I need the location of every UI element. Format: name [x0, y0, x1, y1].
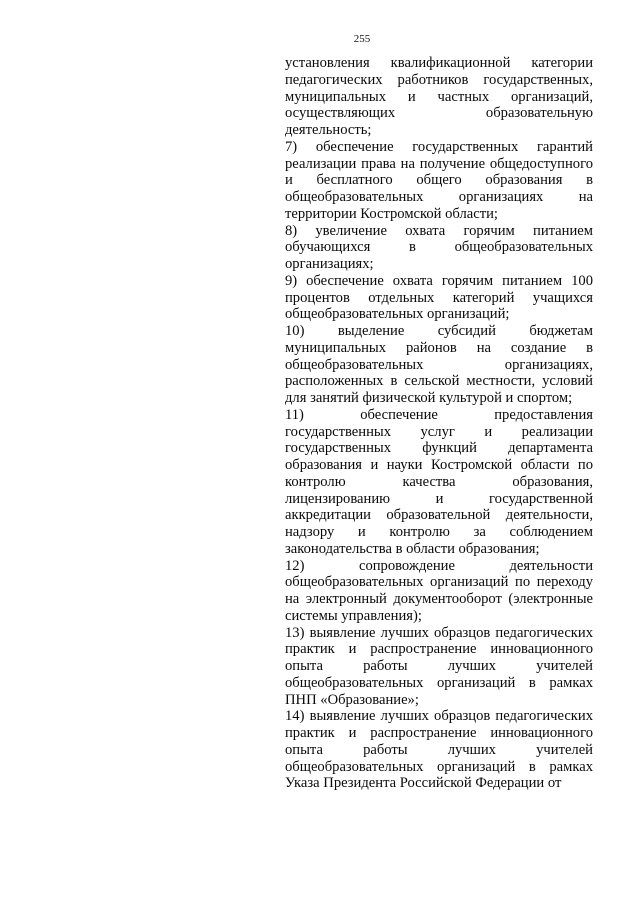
paragraph-item-8: 8) увеличение охвата горячим питанием обучающихся в общеобразовательных организациях;	[285, 222, 593, 272]
page-number: 255	[353, 33, 371, 45]
paragraph-item-7: 7) обеспечение государственных гарантий реализации права на получение общедоступного и бесплатного общего образования в общеобразовательных организациях на территории Костромской области;	[285, 138, 593, 222]
paragraph-continuation: установления квалификационной категории педагогических работников государственных, муниципальных и частных организаций, осуществляющих образовательную деятельность;	[285, 55, 593, 138]
paragraph-item-9: 9) обеспечение охвата горячим питанием 100 процентов отдельных категорий учащихся общеобразовательных организаций;	[285, 272, 593, 323]
paragraph-item-12: 12) сопровождение деятельности общеобразовательных организаций по переходу на электронный документооборот (электронные системы управления);	[285, 557, 593, 624]
paragraph-item-13: 13) выявление лучших образцов педагогических практик и распространение инновационного опыта работы лучших учителей общеобразовательных организаций в рамках ПНП «Образование»;	[285, 624, 593, 708]
paragraph-item-11: 11) обеспечение предоставления государственных услуг и реализации государственных функций департамента образования и науки Костромской области по контролю качества образования, лицензированию и государственной аккредитации образовательной деятельности, надзору и контролю за соблюдением законодательства в области образования;	[285, 406, 593, 557]
paragraph-item-14: 14) выявление лучших образцов педагогических практик и распространение инновационного опыта работы лучших учителей общеобразовательных организаций в рамках Указа Президента Российской Федерации от	[285, 708, 593, 792]
paragraph-item-10: 10) выделение субсидий бюджетам муниципальных районов на создание в общеобразовательных организациях, расположенных в сельской местности, условий для занятий физической культурой и спортом;	[285, 323, 593, 406]
text-column	[285, 55, 593, 792]
